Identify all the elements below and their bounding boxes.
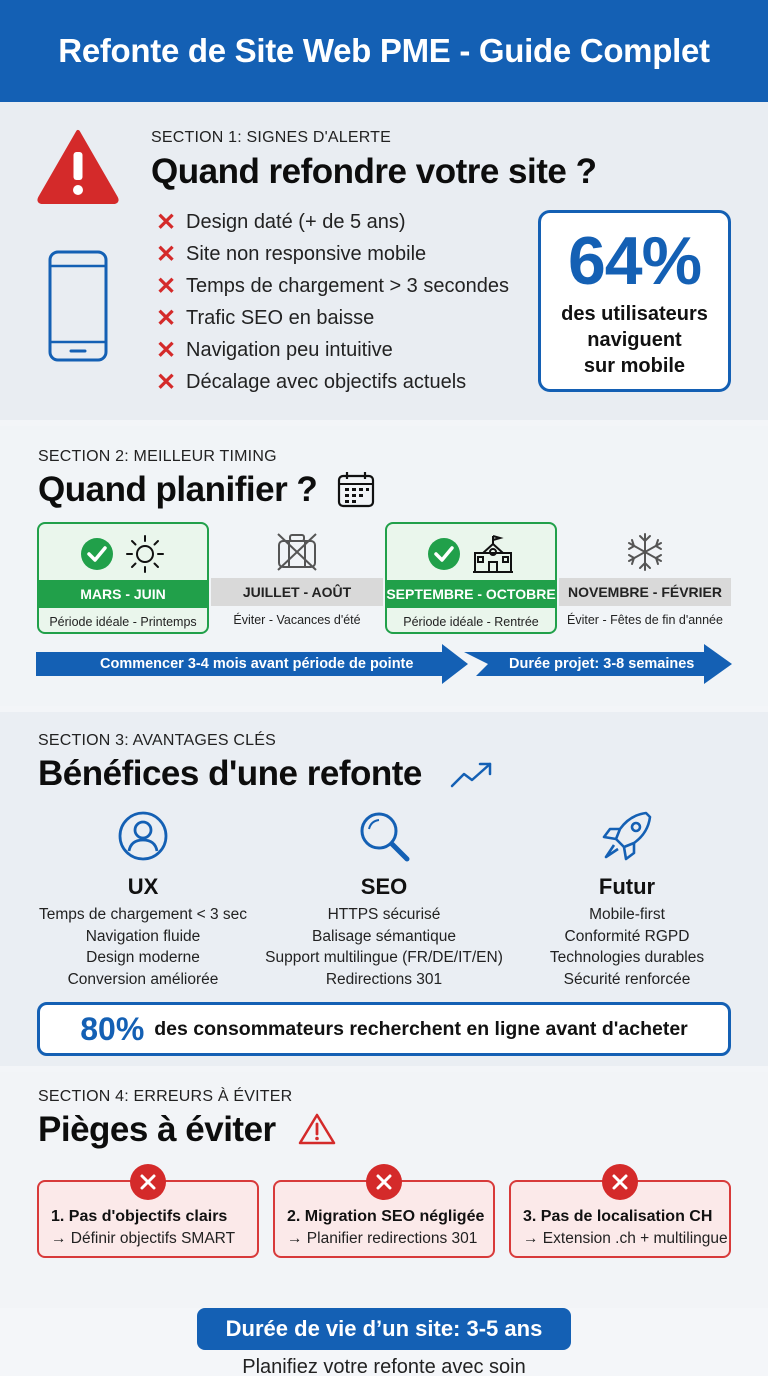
x-mark-icon: ✕ — [156, 336, 177, 364]
section-warning-signs — [0, 102, 768, 420]
period-name: SEPTEMBRE - OCTOBRE — [385, 580, 557, 608]
benefit-item: Mobile-first — [589, 906, 665, 923]
x-mark-icon — [366, 1164, 402, 1200]
stat-caption: des utilisateurs naviguent sur mobile — [561, 303, 708, 377]
footer-subtitle: Planifiez votre refonte avec soin — [242, 1356, 526, 1376]
stat-value: 64% — [567, 223, 702, 299]
period-name: MARS - JUIN — [37, 580, 209, 608]
list-item: ✕ Trafic SEO en baisse — [156, 304, 375, 332]
section-label: SECTION 3: AVANTAGES CLÉS — [38, 732, 276, 749]
pitfall-fix: → Extension .ch + multilingue — [523, 1230, 728, 1247]
school-icon — [471, 533, 515, 575]
benefit-item: Balisage sémantique — [312, 927, 456, 945]
user-icon — [117, 810, 169, 862]
stat-value: 80% — [80, 1010, 145, 1047]
arrow-label-start: Commencer 3-4 mois avant période de pointe — [100, 656, 414, 672]
x-mark-icon: ✕ — [156, 240, 177, 268]
list-item: ✕ Design daté (+ de 5 ans) — [156, 208, 406, 236]
benefit-item: Technologies durables — [549, 949, 705, 966]
pitfall-fix: → Planifier redirections 301 — [287, 1230, 478, 1247]
check-icon — [427, 537, 461, 571]
no-luggage-icon — [275, 531, 319, 573]
lifespan-badge: Durée de vie d’un site: 3-5 ans — [197, 1308, 571, 1350]
x-mark-icon — [602, 1164, 638, 1200]
section-pitfalls — [0, 1072, 768, 1308]
period-note: Période idéale - Rentrée — [403, 615, 539, 629]
period-summer — [211, 522, 383, 634]
snowflake-icon — [624, 531, 666, 573]
period-name: NOVEMBRE - FÉVRIER — [559, 578, 731, 606]
benefit-title: SEO — [360, 874, 408, 899]
sun-icon — [124, 533, 166, 575]
benefit-item: Design moderne — [86, 949, 200, 966]
pitfall-title: 1. Pas d'objectifs clairs — [51, 1208, 228, 1225]
benefit-item: Sécurité renforcée — [563, 970, 691, 988]
period-note: Éviter - Vacances d'été — [233, 613, 361, 627]
benefit-item: Temps de chargement < 3 sec — [38, 906, 248, 923]
section-title: Quand refondre votre site ? — [151, 152, 597, 191]
section-label: SECTION 2: MEILLEUR TIMING — [38, 448, 277, 465]
x-mark-icon: ✕ — [156, 272, 177, 300]
warning-signs-list — [156, 206, 509, 398]
x-mark-icon: ✕ — [156, 208, 177, 236]
pitfall-card — [37, 1180, 259, 1258]
pitfall-fix: → Définir objectifs SMART — [51, 1230, 236, 1247]
benefit-ux — [18, 808, 268, 990]
x-mark-icon: ✕ — [156, 368, 177, 396]
list-item: ✕ Temps de chargement > 3 secondes — [156, 272, 509, 300]
benefit-item: Conversion améliorée — [67, 970, 219, 988]
benefit-item: Navigation fluide — [85, 927, 201, 945]
list-item: ✕ Site non responsive mobile — [156, 240, 427, 268]
page-footer — [0, 1308, 768, 1376]
benefit-seo — [259, 808, 509, 990]
benefit-item: Redirections 301 — [325, 970, 443, 988]
benefit-title: Futur — [598, 874, 656, 899]
list-item: ✕ Décalage avec objectifs actuels — [156, 368, 467, 396]
section-title: Bénéfices d'une refonte — [38, 754, 422, 793]
trend-up-icon — [450, 760, 494, 790]
pitfall-title: 2. Migration SEO négligée — [287, 1208, 485, 1225]
section-title: Quand planifier ? — [38, 470, 318, 509]
section-timing — [0, 426, 768, 706]
period-winter — [559, 522, 731, 634]
period-spring — [37, 522, 209, 634]
benefit-item: HTTPS sécurisé — [327, 906, 441, 923]
calendar-icon — [337, 470, 375, 508]
arrow-label-duration: Durée projet: 3-8 semaines — [509, 656, 695, 672]
section-title: Pièges à éviter — [38, 1110, 276, 1149]
pitfall-title: 3. Pas de localisation CH — [523, 1208, 713, 1225]
benefit-title: UX — [127, 874, 159, 899]
period-note: Éviter - Fêtes de fin d'année — [567, 613, 723, 627]
section-label: SECTION 1: SIGNES D'ALERTE — [151, 129, 392, 146]
warning-icon — [298, 1112, 336, 1146]
pitfall-card — [509, 1180, 731, 1258]
search-icon — [357, 809, 411, 863]
period-name: JUILLET - AOÛT — [211, 578, 383, 606]
stat-caption: des consommateurs recherchent en ligne avant d'acheter — [154, 1017, 688, 1040]
page-header — [0, 0, 768, 102]
pitfall-card — [273, 1180, 495, 1258]
benefit-item: Support multilingue (FR/DE/IT/EN) — [265, 949, 503, 966]
x-mark-icon: ✕ — [156, 304, 177, 332]
rocket-icon — [600, 809, 654, 863]
warning-icon — [36, 128, 120, 204]
benefit-future — [502, 808, 752, 990]
check-icon — [80, 537, 114, 571]
benefit-item: Conformité RGPD — [564, 927, 690, 945]
page-title: Refonte de Site Web PME - Guide Complet — [58, 32, 710, 69]
consumer-stat-strip — [37, 1002, 731, 1056]
section-benefits — [0, 712, 768, 1066]
section-label: SECTION 4: ERREURS À ÉVITER — [38, 1088, 293, 1105]
list-item: ✕ Navigation peu intuitive — [156, 336, 393, 364]
mobile-stat-box — [538, 210, 731, 392]
smartphone-icon — [48, 250, 108, 362]
period-note: Période idéale - Printemps — [49, 615, 197, 629]
x-mark-icon — [130, 1164, 166, 1200]
period-autumn — [385, 522, 557, 634]
